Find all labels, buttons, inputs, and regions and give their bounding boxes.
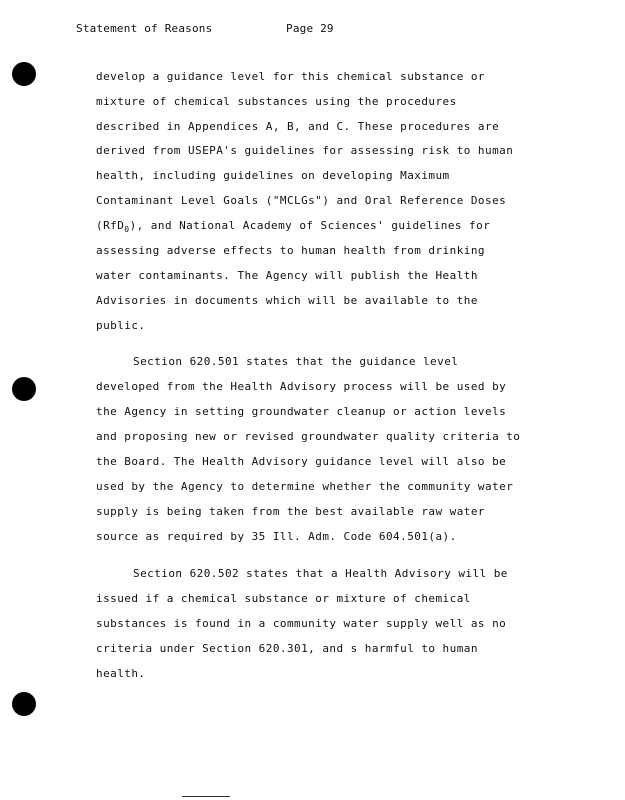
rfd-line-rest: ), and National Academy of Sciences' guidelines for — [129, 219, 491, 232]
text-line: the Agency in setting groundwater cleanup or action levels — [96, 405, 507, 418]
rfd-subscript: 0 — [124, 225, 130, 234]
punch-hole-top — [12, 62, 36, 86]
text-line: Advisories in documents which will be available to the — [96, 294, 478, 307]
text-line: water contaminants. The Agency will publish the Health — [96, 269, 478, 282]
text-line: public. — [96, 319, 146, 332]
text-line: derived from USEPA's guidelines for assessing risk to human — [96, 144, 514, 157]
text-line: health, including guidelines on developing Maximum — [96, 169, 450, 182]
text-line: developed from the Health Advisory process will be used by — [96, 380, 507, 393]
text-line: assessing adverse effects to human health from drinking — [96, 244, 485, 257]
text-line: Section 620.501 states that the guidance level — [133, 355, 459, 368]
text-line: Contaminant Level Goals ("MCLGs") and Oral Reference Doses — [96, 194, 507, 207]
punch-hole-middle — [12, 377, 36, 401]
rfd-abbrev: (RfD — [96, 219, 125, 232]
text-line: Section 620.502 states that a Health Advisory will be — [133, 567, 508, 580]
text-line: criteria under Section 620.301, and s harmful to human — [96, 642, 478, 655]
page-header — [76, 22, 334, 35]
text-line: used by the Agency to determine whether the community water — [96, 480, 514, 493]
text-line: health. — [96, 667, 146, 680]
text-line-rfd — [96, 219, 490, 232]
bottom-rule — [182, 796, 230, 797]
document-title: Statement of Reasons — [76, 22, 213, 35]
text-line: develop a guidance level for this chemical substance or — [96, 70, 485, 83]
text-line: issued if a chemical substance or mixture of chemical — [96, 592, 471, 605]
text-line: the Board. The Health Advisory guidance level will also be — [96, 455, 507, 468]
page-number: Page 29 — [286, 22, 334, 35]
punch-hole-bottom — [12, 692, 36, 716]
text-line: supply is being taken from the best available raw water — [96, 505, 485, 518]
text-line: mixture of chemical substances using the procedures — [96, 95, 457, 108]
text-line: substances is found in a community water supply well as no — [96, 617, 507, 630]
text-line: described in Appendices A, B, and C. These procedures are — [96, 120, 500, 133]
text-line: source as required by 35 Ill. Adm. Code 604.501(a). — [96, 530, 457, 543]
text-line: and proposing new or revised groundwater quality criteria to — [96, 430, 521, 443]
